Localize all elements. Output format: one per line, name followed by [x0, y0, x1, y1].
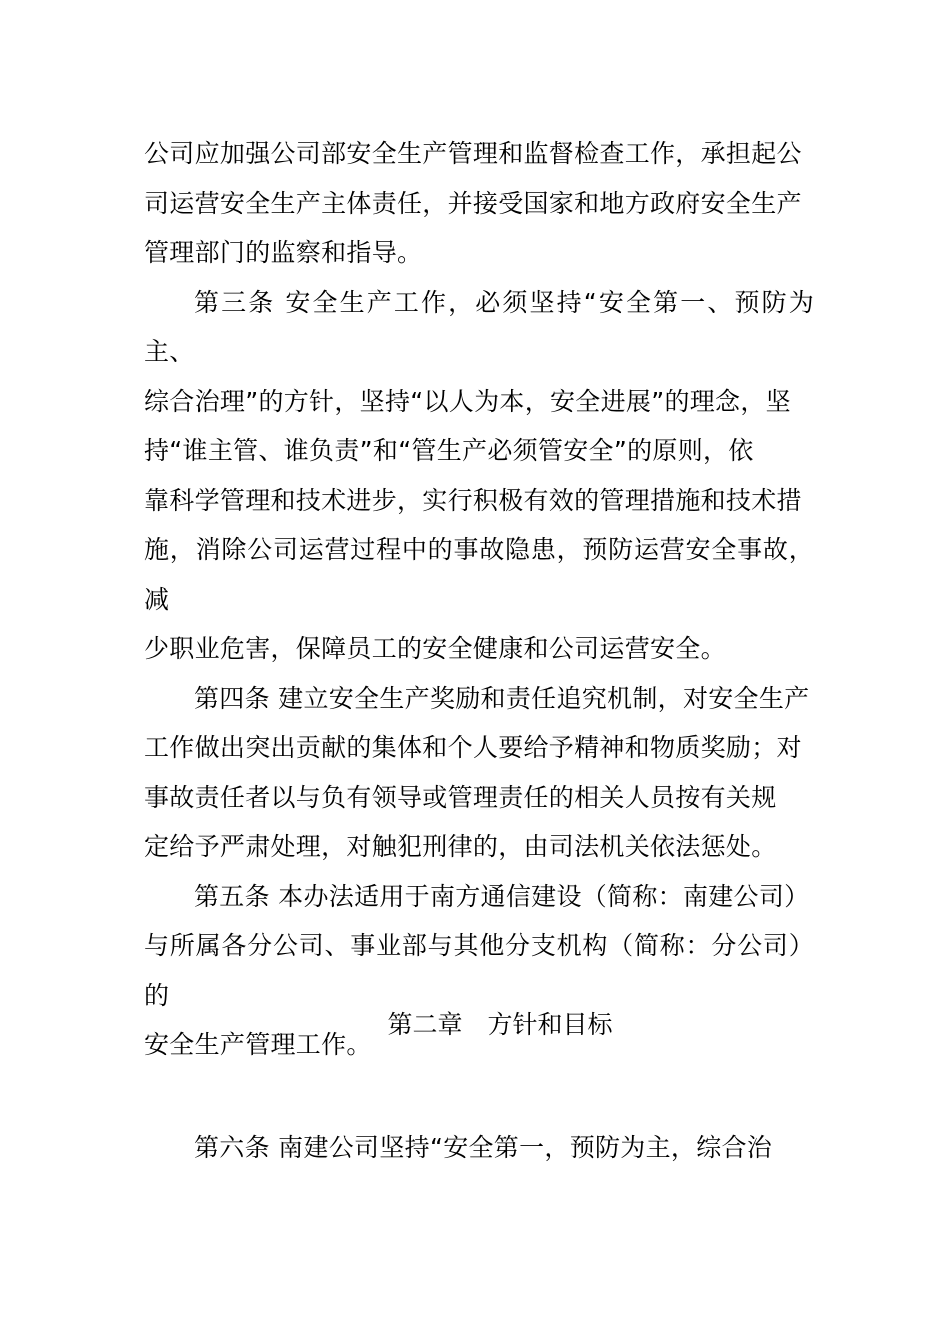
text-line: 第六条 南建公司坚持“安全第一，预防为主，综合治	[194, 1133, 773, 1162]
text-line: 安全生产管理工作。	[144, 1030, 372, 1059]
text-line: 定给予严肃处理，对触犯刑律的，由司法机关依法惩处。	[144, 832, 777, 861]
text-line: 第三条 安全生产工作，必须坚持“安全第一、预防为主、	[144, 287, 814, 366]
paragraph-article-3	[144, 278, 814, 674]
text-line: 公司应加强公司部安全生产管理和监督检查工作，承担起公	[144, 139, 802, 168]
paragraph-article-6	[144, 1123, 814, 1173]
text-line: 与所属各分公司、事业部与其他分支机构（简称：分公司）的	[144, 931, 814, 1010]
text-line: 靠科学管理和技术进步，实行积极有效的管理措施和技术措	[144, 485, 802, 515]
article-text-block	[144, 129, 814, 1070]
chapter-heading: 第二章 方针和目标	[387, 1010, 613, 1039]
text-line: 施，消除公司运营过程中的事故隐患，预防运营安全事故，减	[144, 535, 814, 614]
text-line: 司运营安全生产主体责任，并接受国家和地方政府安全生产	[144, 188, 802, 218]
text-line: 第四条 建立安全生产奖励和责任追究机制，对安全生产	[194, 683, 810, 713]
paragraph-article-4	[144, 674, 814, 872]
text-line: 综合治理”的方针，坚持“以人为本，安全进展”的理念，坚	[144, 386, 791, 416]
text-line: 工作做出突出贡献的集体和个人要给予精神和物质奖励；对	[144, 733, 802, 762]
text-line: 第五条 本办法适用于南方通信建设（简称：南建公司）	[194, 881, 810, 911]
paragraph-continuation	[144, 129, 814, 278]
text-line: 持“谁主管、谁负责”和“管生产必须管安全”的原则，依	[144, 436, 754, 465]
text-line: 少职业危害，保障员工的安全健康和公司运营安全。	[144, 634, 726, 663]
text-line: 事故责任者以与负有领导或管理责任的相关人员按有关规	[144, 782, 777, 812]
article-text-block-lower	[144, 1123, 814, 1173]
text-line: 管理部门的监察和指导。	[144, 238, 423, 267]
